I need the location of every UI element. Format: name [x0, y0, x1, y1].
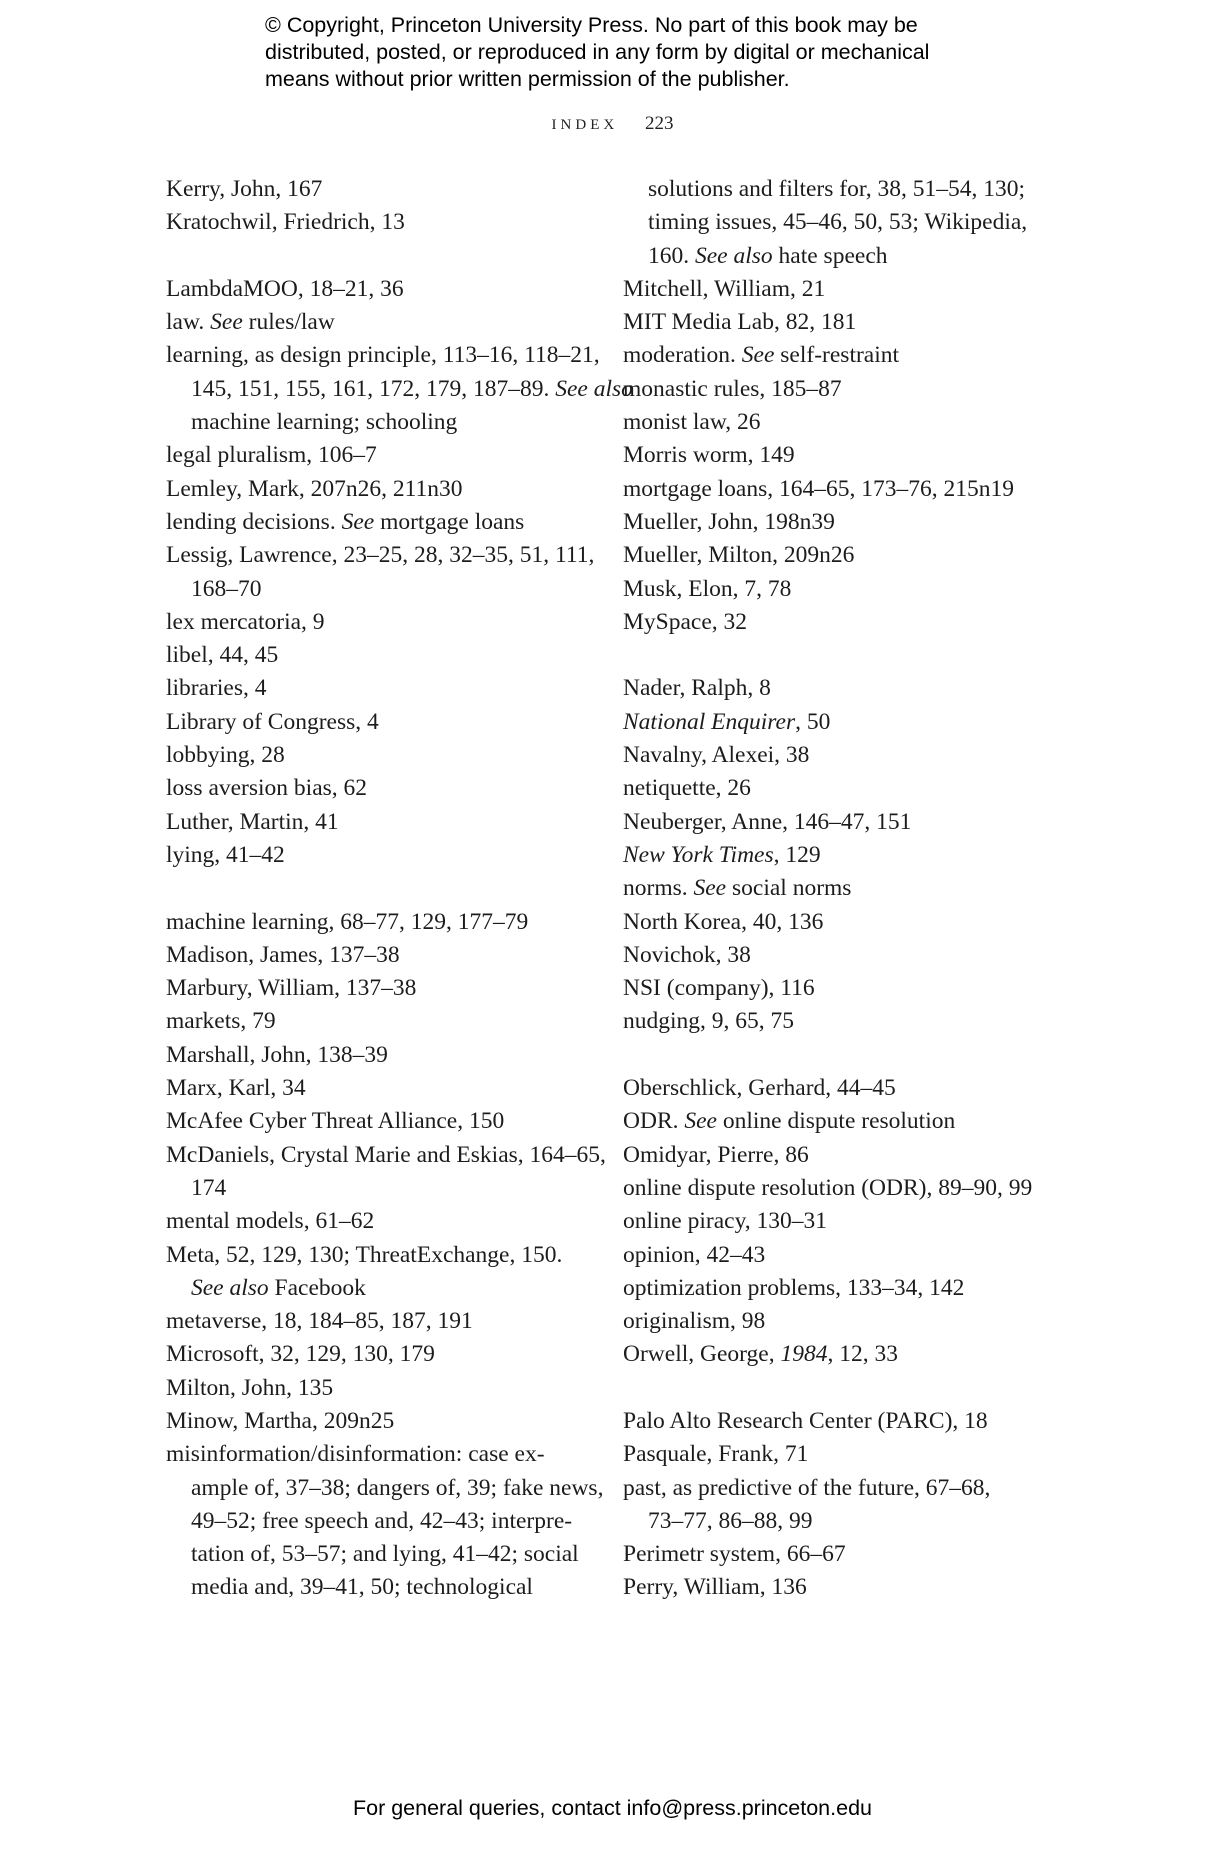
index-text: North Korea, 40, 136 — [623, 908, 824, 935]
index-entry — [623, 1139, 1063, 1172]
index-entry-continuation — [166, 1472, 604, 1505]
index-text: Facebook — [268, 1274, 366, 1301]
index-entry — [166, 439, 586, 472]
index-entry — [623, 1405, 1063, 1438]
index-entry — [623, 1205, 1063, 1238]
index-entry-continuation — [166, 573, 586, 606]
index-entry — [623, 373, 1063, 406]
index-entry — [166, 672, 586, 705]
index-entry-continuation — [623, 1505, 1063, 1538]
index-text: lobbying, 28 — [166, 742, 285, 769]
index-text: Marbury, William, 137–38 — [166, 975, 417, 1002]
index-text: media and, 39–41, 50; technological — [191, 1574, 533, 1601]
index-entry — [166, 1438, 586, 1471]
index-text: tation of, 53–57; and lying, 41–42; social — [191, 1541, 579, 1568]
index-entry — [166, 806, 586, 839]
index-text: moderation. — [623, 342, 742, 369]
copyright-line: © Copyright, Princeton University Press. No part of this book may be — [265, 13, 918, 37]
index-text: hate speech — [772, 242, 888, 269]
index-entry — [623, 1305, 1063, 1338]
index-entry — [166, 1239, 586, 1272]
index-text: Lessig, Lawrence, 23–25, 28, 32–35, 51, 111, — [166, 542, 595, 569]
index-text: 174 — [191, 1174, 227, 1201]
index-entry — [166, 1039, 586, 1072]
index-entry-continuation — [166, 1272, 586, 1305]
index-entry-continuation — [166, 406, 586, 439]
index-text: libraries, 4 — [166, 675, 267, 702]
index-entry — [166, 606, 586, 639]
index-text: NSI (company), 116 — [623, 975, 815, 1002]
index-text: social norms — [726, 875, 852, 902]
index-spacer — [623, 1039, 1063, 1072]
index-entry — [166, 1338, 586, 1371]
index-text: 73–77, 86–88, 99 — [648, 1507, 813, 1534]
index-entry — [623, 1571, 1063, 1604]
index-text: optimization problems, 133–34, 142 — [623, 1274, 965, 1301]
index-text: monastic rules, 185–87 — [623, 375, 842, 402]
index-column-right — [623, 173, 1063, 1605]
index-text: timing issues, 45–46, 50, 53; Wikipedia, — [648, 209, 1028, 236]
index-entry-continuation — [166, 1571, 586, 1604]
index-entry — [623, 506, 1063, 539]
section-label: INDEX — [551, 117, 619, 133]
index-entry — [623, 1472, 1063, 1505]
index-text: lex mercatoria, 9 — [166, 608, 325, 635]
index-text: self-restraint — [774, 342, 900, 369]
index-entry — [166, 639, 586, 672]
index-entry — [623, 672, 1063, 705]
index-text: ample of, 37–38; dangers of, 39; fake news, — [191, 1474, 604, 1501]
index-text-italic: See — [693, 875, 727, 902]
index-text-italic: See — [684, 1108, 717, 1135]
index-entry-continuation — [166, 373, 633, 406]
copyright-notice — [265, 12, 1005, 93]
index-entry — [166, 906, 586, 939]
footer-contact: For general queries, contact info@press.princeton.edu — [352, 1796, 872, 1820]
index-text: Mueller, John, 198n39 — [623, 508, 835, 535]
index-text: Musk, Elon, 7, 78 — [623, 575, 792, 602]
index-entry — [623, 1438, 1063, 1471]
index-text: , 12, 33 — [827, 1341, 898, 1368]
index-text: learning, as design principle, 113–16, 118–21, — [166, 342, 600, 369]
index-text: mental models, 61–62 — [166, 1208, 375, 1235]
index-entry — [623, 872, 1063, 905]
index-text-italic: New York Times — [623, 841, 774, 868]
index-spacer — [166, 872, 586, 905]
index-entry-continuation — [623, 173, 1063, 206]
index-entry — [166, 939, 586, 972]
index-entry-continuation — [166, 1172, 586, 1205]
index-spacer — [166, 240, 586, 273]
index-text: ODR. — [623, 1108, 685, 1135]
index-text: Library of Congress, 4 — [166, 708, 379, 735]
index-text: legal pluralism, 106–7 — [166, 442, 377, 469]
index-entry — [166, 706, 586, 739]
index-entry — [166, 206, 586, 239]
index-entry — [623, 539, 1063, 572]
index-entry — [166, 1372, 586, 1405]
index-entry — [166, 772, 586, 805]
index-text: Milton, John, 135 — [166, 1374, 334, 1401]
index-text: Luther, Martin, 41 — [166, 808, 339, 835]
index-text: LambdaMOO, 18–21, 36 — [166, 275, 404, 302]
index-text: Kratochwil, Friedrich, 13 — [166, 209, 405, 236]
index-entry — [623, 1239, 1063, 1272]
index-text: Lemley, Mark, 207n26, 211n30 — [166, 475, 463, 502]
index-entry-continuation — [623, 206, 1063, 239]
index-text-italic: National Enquirer — [623, 708, 796, 735]
index-text: Marshall, John, 138–39 — [166, 1041, 388, 1068]
index-text: lending decisions. — [166, 508, 342, 535]
index-entry — [623, 1338, 1063, 1371]
index-entry — [623, 1538, 1063, 1571]
index-entry — [623, 806, 1063, 839]
index-text: Novichok, 38 — [623, 941, 751, 968]
index-entry — [623, 1272, 1063, 1305]
index-text: law. — [166, 309, 211, 336]
index-text: misinformation/disinformation: case ex- — [166, 1441, 545, 1468]
index-entry-continuation — [166, 1505, 586, 1538]
index-text: online dispute resolution — [717, 1108, 956, 1135]
index-text: lying, 41–42 — [166, 841, 285, 868]
index-entry — [166, 1072, 586, 1105]
index-entry — [166, 1105, 586, 1138]
index-entry — [623, 1072, 1063, 1105]
index-column-left — [166, 173, 633, 1605]
index-entry-continuation — [623, 240, 1063, 273]
index-text: mortgage loans, 164–65, 173–76, 215n19 — [623, 475, 1014, 502]
index-entry — [166, 1305, 586, 1338]
index-text: Navalny, Alexei, 38 — [623, 742, 810, 769]
running-head — [0, 113, 1225, 135]
index-text: 145, 151, 155, 161, 172, 179, 187–89. — [191, 375, 556, 402]
index-text: Marx, Karl, 34 — [166, 1075, 306, 1102]
index-entry — [623, 606, 1063, 639]
index-text: Minow, Martha, 209n25 — [166, 1407, 395, 1434]
index-text: Kerry, John, 167 — [166, 176, 323, 202]
index-text: machine learning, 68–77, 129, 177–79 — [166, 908, 529, 935]
index-entry — [623, 1172, 1063, 1205]
index-text: 160. — [648, 242, 695, 269]
index-text: online dispute resolution (ODR), 89–90, 99 — [623, 1174, 1033, 1201]
page-number: 223 — [644, 113, 674, 134]
index-text: past, as predictive of the future, 67–68, — [623, 1474, 991, 1501]
index-text: Mitchell, William, 21 — [623, 275, 826, 302]
index-text: nudging, 9, 65, 75 — [623, 1008, 795, 1035]
index-entry — [623, 573, 1063, 606]
index-text: , 129 — [773, 841, 821, 868]
index-entry — [166, 339, 600, 372]
index-entry — [166, 273, 586, 306]
index-text: 49–52; free speech and, 42–43; interpre- — [191, 1507, 573, 1534]
index-entry — [623, 339, 1063, 372]
index-text-italic: 1984 — [780, 1341, 828, 1368]
index-text: Pasquale, Frank, 71 — [623, 1441, 809, 1468]
index-entry — [166, 173, 586, 206]
index-text: Oberschlick, Gerhard, 44–45 — [623, 1075, 896, 1102]
index-text: loss aversion bias, 62 — [166, 775, 368, 802]
index-text: monist law, 26 — [623, 409, 761, 436]
index-entry — [623, 739, 1063, 772]
index-text: metaverse, 18, 184–85, 187, 191 — [166, 1308, 473, 1335]
copyright-line: means without prior written permission of the publisher. — [265, 67, 790, 91]
index-text: MySpace, 32 — [623, 608, 748, 635]
index-text: machine learning; schooling — [191, 409, 458, 436]
index-entry — [166, 306, 586, 339]
index-text: solutions and filters for, 38, 51–54, 130; — [648, 176, 1025, 202]
index-entry — [166, 1205, 586, 1238]
index-entry — [166, 1005, 586, 1038]
index-text: Orwell, George, — [623, 1341, 781, 1368]
index-text: Madison, James, 137–38 — [166, 941, 400, 968]
index-text: markets, 79 — [166, 1008, 276, 1035]
index-entry — [623, 772, 1063, 805]
index-text: norms. — [623, 875, 694, 902]
index-text-italic: See — [210, 309, 243, 336]
index-entry — [623, 473, 1063, 506]
index-entry — [623, 439, 1063, 472]
index-text: Meta, 52, 129, 130; ThreatExchange, 150. — [166, 1241, 563, 1268]
index-text-italic: See also — [191, 1274, 269, 1301]
index-text-italic: See — [741, 342, 775, 369]
index-entry — [623, 1105, 1063, 1138]
index-text: 168–70 — [191, 575, 262, 602]
index-spacer — [623, 1372, 1063, 1405]
index-text-italic: See also — [555, 375, 633, 402]
index-entry — [166, 1405, 586, 1438]
index-text: libel, 44, 45 — [166, 642, 279, 669]
index-text: Neuberger, Anne, 146–47, 151 — [623, 808, 912, 835]
index-entry — [166, 739, 586, 772]
index-text: online piracy, 130–31 — [623, 1208, 828, 1235]
index-text: netiquette, 26 — [623, 775, 751, 802]
index-entry — [623, 273, 1063, 306]
index-text: originalism, 98 — [623, 1308, 766, 1335]
index-entry — [623, 839, 1063, 872]
index-text: Microsoft, 32, 129, 130, 179 — [166, 1341, 435, 1368]
index-entry — [166, 506, 586, 539]
index-entry — [166, 539, 595, 572]
index-entry — [166, 972, 586, 1005]
index-text: McDaniels, Crystal Marie and Eskias, 164–65, — [166, 1141, 606, 1168]
index-spacer — [623, 639, 1063, 672]
index-text-italic: See also — [695, 242, 773, 269]
index-text: , 50 — [795, 708, 831, 735]
index-entry — [623, 306, 1063, 339]
index-entry-continuation — [166, 1538, 586, 1571]
index-text: Palo Alto Research Center (PARC), 18 — [623, 1407, 988, 1434]
index-text: Perimetr system, 66–67 — [623, 1541, 846, 1568]
index-entry — [623, 1005, 1063, 1038]
index-text: Perry, William, 136 — [623, 1574, 807, 1601]
index-entry — [623, 906, 1063, 939]
index-entry — [623, 406, 1063, 439]
index-entry — [623, 972, 1063, 1005]
index-text: MIT Media Lab, 82, 181 — [623, 309, 857, 336]
index-entry — [166, 1139, 606, 1172]
index-text: mortgage loans — [374, 508, 525, 535]
copyright-line: distributed, posted, or reproduced in any form by digital or mechanical — [265, 40, 930, 64]
index-text: rules/law — [242, 309, 335, 336]
index-text: Nader, Ralph, 8 — [623, 675, 771, 702]
index-entry — [166, 473, 586, 506]
index-text: Mueller, Milton, 209n26 — [623, 542, 855, 569]
index-entry — [623, 939, 1063, 972]
index-text: Morris worm, 149 — [623, 442, 795, 469]
index-text: Omidyar, Pierre, 86 — [623, 1141, 809, 1168]
index-text: opinion, 42–43 — [623, 1241, 766, 1268]
index-entry — [623, 706, 1063, 739]
index-text-italic: See — [341, 508, 375, 535]
index-text: McAfee Cyber Threat Alliance, 150 — [166, 1108, 505, 1135]
index-entry — [166, 839, 586, 872]
